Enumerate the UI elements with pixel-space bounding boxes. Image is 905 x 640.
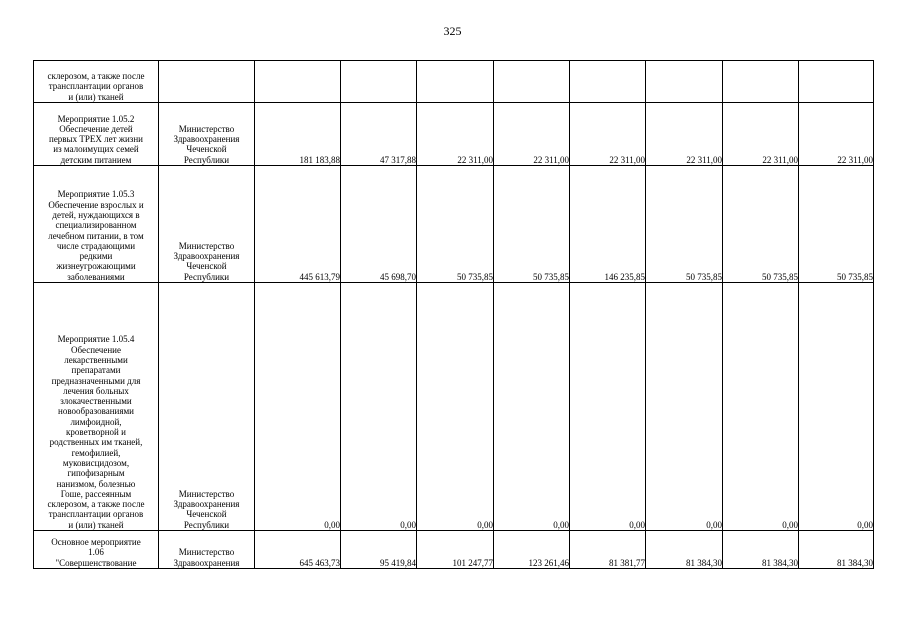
description-line: трансплантации органов <box>48 509 144 520</box>
funding-value: 50 735,85 <box>646 166 723 283</box>
funding-value: 81 381,77 <box>570 531 646 569</box>
funding-value: 181 183,88 <box>255 103 341 166</box>
description-line: Обеспечение детей <box>59 123 133 134</box>
description-line: лимфоидной, <box>70 416 122 427</box>
description-line: гипофизарным <box>67 468 125 479</box>
funding-value: 445 613,79 <box>255 166 341 283</box>
description-line: лечения больных <box>63 385 129 396</box>
description-line: Гоше, рассеянным <box>60 488 132 499</box>
measure-description <box>34 166 159 283</box>
description-line: редкими <box>79 251 113 262</box>
funding-value: 645 463,73 <box>255 531 341 569</box>
page-number: 325 <box>443 24 462 38</box>
funding-value: 50 735,85 <box>799 166 874 283</box>
organization-line: Республики <box>183 271 230 282</box>
description-line: "Совершенствование <box>55 557 137 568</box>
organization-line: Республики <box>183 519 230 530</box>
funding-value: 101 247,77 <box>417 531 494 569</box>
description-line: Мероприятие 1.05.3 <box>57 189 135 200</box>
description-line: 1.06 <box>88 547 104 558</box>
organization-line: Здравоохранения <box>173 251 240 262</box>
responsible-organization <box>159 283 255 531</box>
funding-value: 22 311,00 <box>417 103 494 166</box>
funding-value <box>646 61 723 103</box>
funding-value: 22 311,00 <box>494 103 570 166</box>
description-line: кроветворной и <box>66 427 126 438</box>
organization-line: Республики <box>183 154 230 165</box>
funding-value <box>417 61 494 103</box>
funding-value: 0,00 <box>417 283 494 531</box>
description-line: трансплантации органов <box>48 81 144 92</box>
description-line: жизнеугрожающими <box>56 261 136 272</box>
description-line: лекарственными <box>64 354 128 365</box>
funding-value: 81 384,30 <box>723 531 799 569</box>
funding-value: 0,00 <box>646 283 723 531</box>
responsible-organization <box>159 103 255 166</box>
description-line: заболеваниями <box>67 271 125 282</box>
description-line: и (или) тканей <box>68 91 124 102</box>
funding-value <box>341 61 417 103</box>
funding-value: 0,00 <box>494 283 570 531</box>
funding-value <box>723 61 799 103</box>
table-row <box>34 103 874 166</box>
funding-value: 22 311,00 <box>570 103 646 166</box>
funding-value: 0,00 <box>255 283 341 531</box>
organization-line: Чеченской <box>186 261 227 272</box>
description-line: лечебном питании, в том <box>48 230 144 241</box>
description-line: злокачественными <box>60 396 132 407</box>
measure-description <box>34 531 159 569</box>
description-line: Обеспечение <box>71 344 121 355</box>
description-line: препаратами <box>71 365 121 376</box>
funding-value: 45 698,70 <box>341 166 417 283</box>
description-line: новообразованиями <box>58 406 134 417</box>
funding-value <box>494 61 570 103</box>
table-row <box>34 283 874 531</box>
measure-description <box>34 283 159 531</box>
description-line: первых ТРЕХ лет жизни <box>49 134 143 145</box>
funding-value: 22 311,00 <box>646 103 723 166</box>
table-row <box>34 166 874 283</box>
funding-value: 81 384,30 <box>646 531 723 569</box>
responsible-organization <box>159 531 255 569</box>
funding-value <box>799 61 874 103</box>
table-row <box>34 531 874 569</box>
responsible-organization <box>159 61 255 103</box>
funding-value: 0,00 <box>723 283 799 531</box>
description-line: числе страдающими <box>56 240 136 251</box>
description-line: муковисцидозом, <box>62 457 130 468</box>
organization-line: Министерство <box>178 240 235 251</box>
organization-line: Чеченской <box>186 144 227 155</box>
description-line: детским питанием <box>60 154 132 165</box>
organization-line: Министерство <box>178 547 235 558</box>
organization-line: Министерство <box>178 123 235 134</box>
funding-value: 81 384,30 <box>799 531 874 569</box>
description-line: и (или) тканей <box>68 519 124 530</box>
funding-value <box>255 61 341 103</box>
funding-value: 47 317,88 <box>341 103 417 166</box>
funding-value: 146 235,85 <box>570 166 646 283</box>
description-line: склерозом, а также после <box>47 499 145 510</box>
organization-line: Здравоохранения <box>173 499 240 510</box>
funding-value: 95 419,84 <box>341 531 417 569</box>
funding-value: 50 735,85 <box>723 166 799 283</box>
responsible-organization <box>159 166 255 283</box>
description-line: предназначенными для <box>51 375 141 386</box>
measure-description <box>34 61 159 103</box>
description-line: нанизмом, болезнью <box>56 478 136 489</box>
description-line: из малоимущих семей <box>53 144 139 155</box>
table-row <box>34 61 874 103</box>
organization-line: Министерство <box>178 488 235 499</box>
description-line: Мероприятие 1.05.2 <box>57 113 135 124</box>
measure-description <box>34 103 159 166</box>
funding-value: 0,00 <box>570 283 646 531</box>
funding-value: 50 735,85 <box>417 166 494 283</box>
description-line: специализированном <box>55 220 137 231</box>
budget-table <box>33 60 874 569</box>
description-line: склерозом, а также после <box>47 71 145 82</box>
organization-line: Здравоохранения <box>173 557 240 568</box>
description-line: детей, нуждающихся в <box>52 209 140 220</box>
funding-value: 123 261,46 <box>494 531 570 569</box>
description-line: Мероприятие 1.05.4 <box>57 334 135 345</box>
funding-value <box>570 61 646 103</box>
funding-value: 0,00 <box>341 283 417 531</box>
funding-value: 22 311,00 <box>723 103 799 166</box>
funding-value: 50 735,85 <box>494 166 570 283</box>
funding-value: 22 311,00 <box>799 103 874 166</box>
description-line: Обеспечение взрослых и <box>48 199 144 210</box>
description-line: гемофилией, <box>71 447 121 458</box>
organization-line: Чеченской <box>186 509 227 520</box>
organization-line: Здравоохранения <box>173 134 240 145</box>
description-line: родственных им тканей, <box>49 437 143 448</box>
description-line: Основное мероприятие <box>51 537 141 548</box>
funding-value: 0,00 <box>799 283 874 531</box>
